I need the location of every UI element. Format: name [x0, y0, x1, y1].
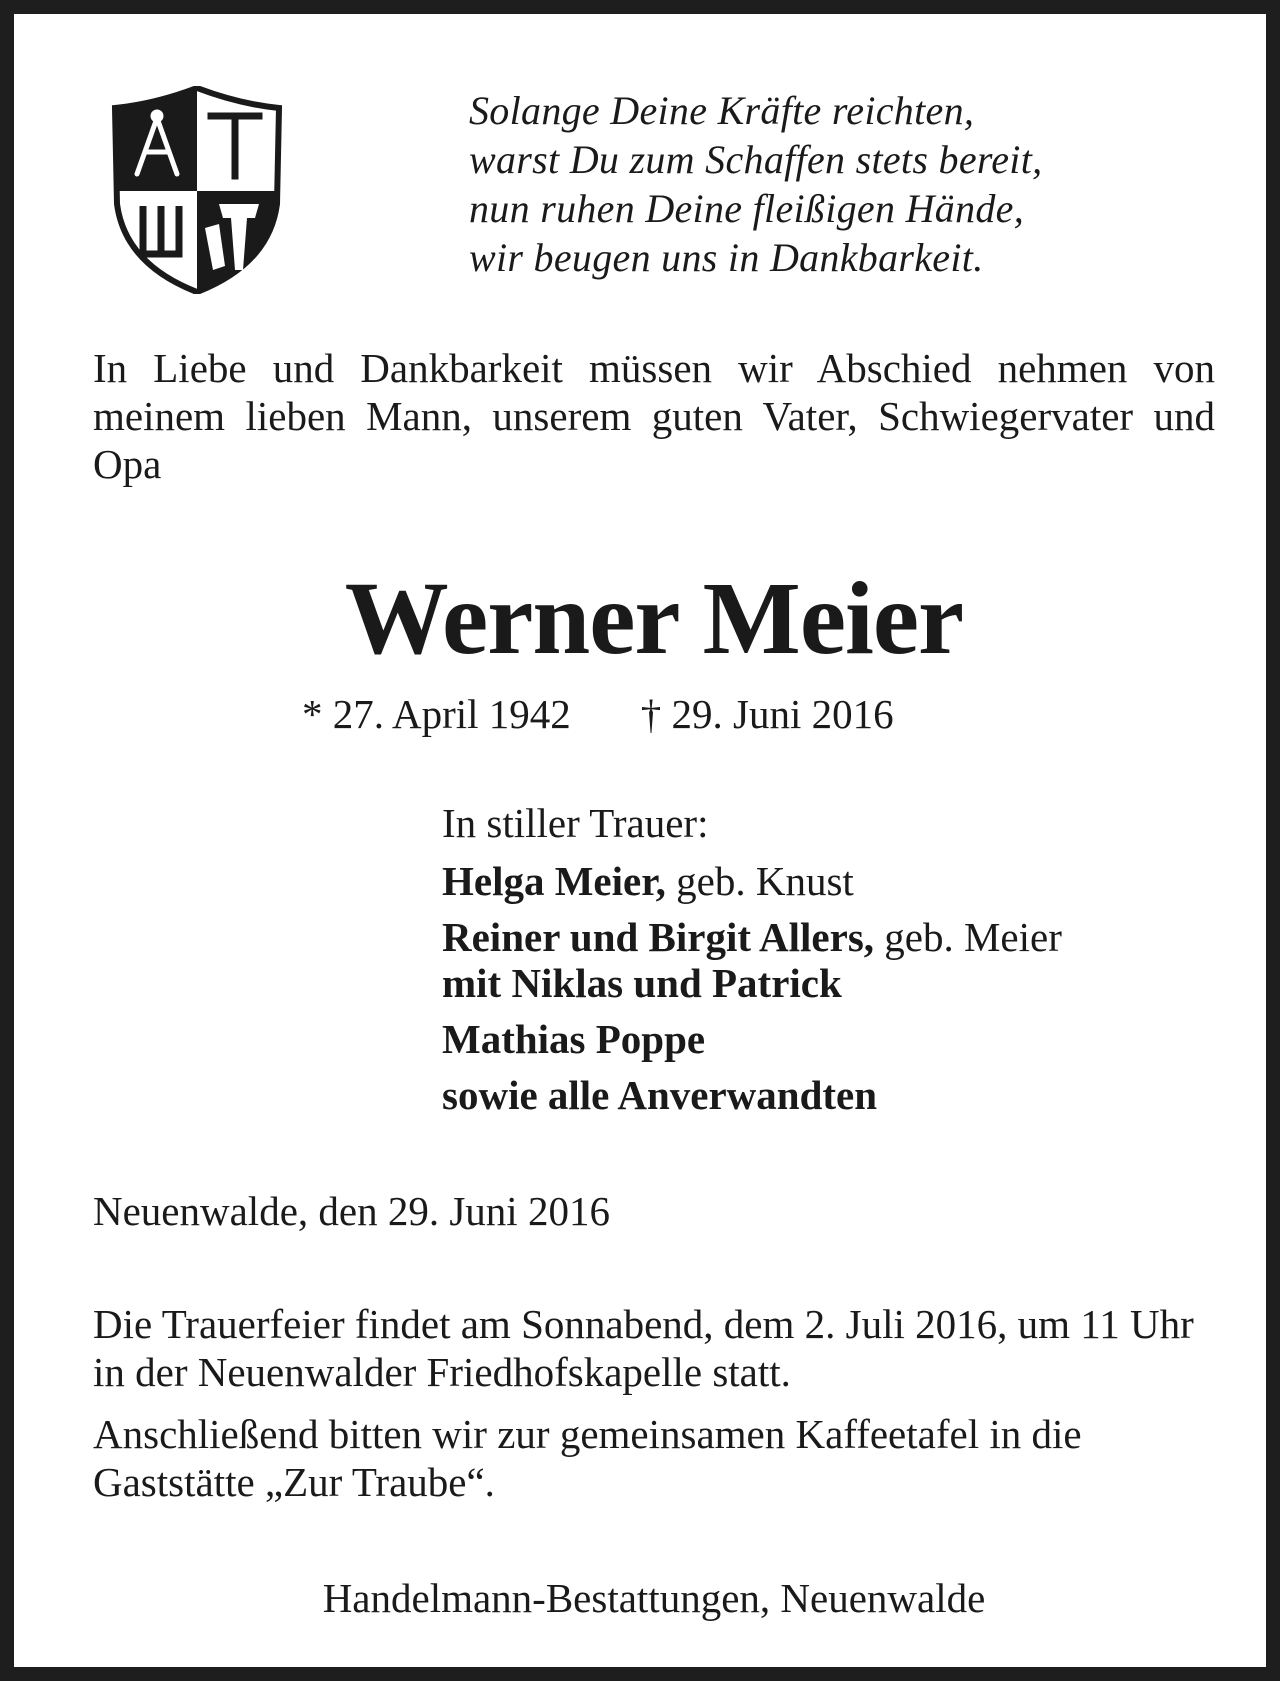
craftsman-shield-icon — [109, 86, 285, 294]
mourner-entry — [442, 960, 1242, 1006]
ceremony-text: Die Trauerfeier findet am Sonnabend, dem 2. Juli 2016, um 11 Uhr in der Neuenwalder Friedhofskapelle statt. — [93, 1301, 1194, 1395]
mourners-list — [442, 798, 1242, 1118]
deceased-name: Werner Meier — [344, 561, 964, 676]
service-info — [93, 1300, 1215, 1520]
mourner-name: mit Niklas und Patrick — [442, 960, 842, 1006]
poem-line: Solange Deine Kräfte reichten, — [469, 88, 975, 133]
reception-text: Anschließend bitten wir zur gemeinsamen Kaffeetafel in die Gaststätte „Zur Traube“. — [93, 1411, 1082, 1505]
mourner-name: Mathias Poppe — [442, 1016, 706, 1062]
place-date: Neuenwalde, den 29. Juni 2016 — [93, 1188, 610, 1234]
death-date: † 29. Juni 2016 — [640, 691, 894, 737]
poem-line: warst Du zum Schaffen stets bereit, — [469, 137, 1043, 182]
mourner-entry — [442, 914, 1242, 960]
funeral-home: Handelmann-Bestattungen, Neuenwalde — [322, 1575, 986, 1621]
poem-line: wir beugen uns in Dankbarkeit. — [469, 235, 984, 280]
intro-text: In Liebe und Dankbarkeit müssen wir Abschied nehmen von meinem lieben Mann, unserem guten Vater, Schwiegervater und Opa — [93, 345, 1215, 487]
mourner-entry — [442, 858, 1242, 904]
birth-date: * 27. April 1942 — [302, 691, 571, 737]
mourner-note: geb. Knust — [665, 858, 854, 904]
memorial-poem — [469, 86, 1229, 282]
mourner-name: Reiner und Birgit Allers, — [442, 914, 875, 960]
mourner-name: sowie alle Anverwandten — [442, 1072, 878, 1118]
mourners-label: In stiller Trauer: — [442, 800, 709, 846]
life-dates — [302, 690, 1062, 738]
poem-line: nun ruhen Deine fleißigen Hände, — [469, 186, 1025, 231]
mourner-entry — [442, 1016, 1242, 1062]
mourner-note: geb. Meier — [874, 914, 1062, 960]
mourner-entry — [442, 1072, 1242, 1118]
mourner-name: Helga Meier, — [442, 858, 666, 904]
